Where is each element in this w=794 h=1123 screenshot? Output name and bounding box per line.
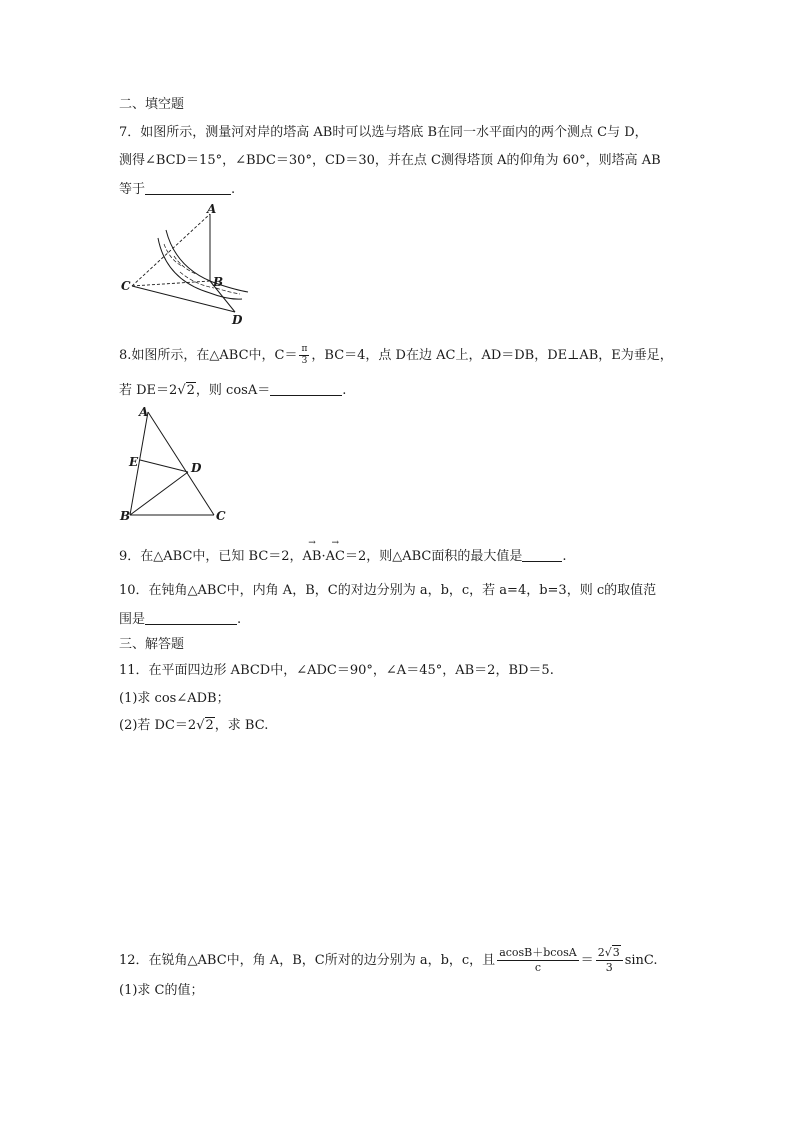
q12-frac2-den: 3	[605, 961, 613, 974]
q7-line3-end: .	[231, 182, 236, 197]
vector-arrow-icon: →	[308, 538, 316, 548]
q8-label-E: E	[129, 455, 139, 469]
q7-label-C: C	[121, 279, 131, 293]
section-title-solve: 三、解答题	[119, 637, 185, 652]
q10-line2	[119, 610, 241, 629]
q9-vec2-label: AC	[325, 549, 345, 564]
q10-line1: 10．在钝角△ABC中，内角 A，B，C的对边分别为 a，b，c，若 a=4，b=3，则 c的取值范	[119, 583, 657, 598]
section-title-fill-blank: 二、填空题	[119, 97, 185, 112]
vector-arrow-icon: →	[331, 538, 340, 548]
q8-frac-den: 3	[301, 356, 308, 366]
q9-line	[119, 538, 567, 566]
q11-part1: (1)求 cos∠ADB；	[119, 691, 230, 706]
q8-figure	[118, 402, 236, 524]
q11-part2	[119, 717, 268, 735]
q9-text-b: ＝2，则△ABC面积的最大值是	[344, 549, 523, 564]
q8-fraction-pi-over-3	[299, 344, 309, 367]
q12-frac1-den: c	[534, 961, 542, 974]
q7-line-CD	[132, 286, 235, 312]
q12-frac1-num: acosB＋bcosA	[499, 946, 577, 959]
q12-sqrt: √3	[604, 946, 620, 959]
q8-line2	[119, 381, 346, 400]
q11-part2-a: (2)若 DC＝2	[119, 718, 197, 733]
q8-answer-blank	[270, 381, 342, 396]
q7-line1: 7．如图所示，测量河对岸的塔高 AB时可以选与塔底 B在同一水平面内的两个测点 C与 D，	[119, 125, 648, 140]
q8-line1-a: 8.如图所示，在△ABC中，C＝	[119, 348, 298, 363]
q7-label-A: A	[207, 202, 217, 216]
q8-line2-end: .	[342, 383, 347, 398]
q8-line2-a: 若 DE＝2	[119, 383, 178, 398]
q8-sqrt-radicand: 2	[186, 383, 195, 398]
q9-dot: ·	[321, 549, 326, 564]
q12-text-a: 12．在锐角△ABC中，角 A，B，C所对的边分别为 a，b，c，且	[119, 953, 496, 968]
q8-sqrt: √2	[177, 383, 195, 398]
q9-vector-AC	[325, 538, 345, 566]
q10-answer-blank	[145, 610, 237, 625]
q8-segment-ED	[140, 460, 188, 472]
q9-vec1-label: AB	[302, 549, 322, 564]
q8-frac-num: π	[301, 344, 308, 354]
q8-label-A: A	[139, 405, 149, 419]
q7-label-D: D	[232, 313, 243, 327]
q12-sqrt-radicand: 3	[612, 946, 620, 959]
q9-vector-AB	[302, 538, 322, 566]
q12-line	[119, 946, 658, 975]
q10-line2-text: 围是	[119, 612, 146, 627]
q7-river-bank-left	[158, 238, 242, 299]
q8-line1	[119, 344, 673, 367]
q7-answer-blank	[145, 180, 231, 195]
q11-sqrt-radicand: 2	[205, 718, 214, 733]
q7-line2: 测得∠BCD＝15°，∠BDC＝30°，CD＝30，并在点 C测得塔顶 A的仰角为 60°，则塔高 AB	[119, 153, 661, 168]
q7-label-B: B	[213, 275, 224, 289]
q12-frac2-num-coef: 2	[597, 946, 605, 959]
q8-label-C: C	[216, 509, 226, 523]
q12-part1: (1)求 C的值；	[119, 983, 204, 998]
q11-line1: 11．在平面四边形 ABCD中，∠ADC＝90°，∠A＝45°，AB＝2，BD＝5.	[119, 663, 554, 678]
q12-eq: ＝	[580, 953, 594, 968]
q7-line3-text: 等于	[119, 182, 146, 197]
q8-line1-b: ，BC＝4，点 D在边 AC上，AD＝DB，DE⊥AB，E为垂足，	[311, 348, 673, 363]
q8-line2-b: ，则 cosA＝	[195, 383, 271, 398]
q8-label-B: B	[120, 509, 131, 523]
q12-fraction-left	[497, 946, 578, 975]
q9-text-a: 9．在△ABC中，已知 BC＝2，	[119, 549, 303, 564]
q7-line3	[119, 180, 235, 199]
q9-end: .	[562, 549, 567, 564]
q12-text-b: sinC.	[624, 953, 658, 968]
q12-fraction-right	[596, 946, 623, 975]
q9-answer-blank	[522, 547, 562, 562]
q8-segment-BD	[130, 472, 188, 515]
q10-line2-end: .	[237, 612, 242, 627]
q12-frac2-num	[596, 946, 623, 961]
q11-part2-b: ，求 BC.	[214, 718, 269, 733]
q11-sqrt: √2	[196, 718, 214, 733]
q8-side-AC	[148, 412, 214, 515]
q7-figure	[118, 200, 258, 328]
q8-label-D: D	[191, 461, 202, 475]
